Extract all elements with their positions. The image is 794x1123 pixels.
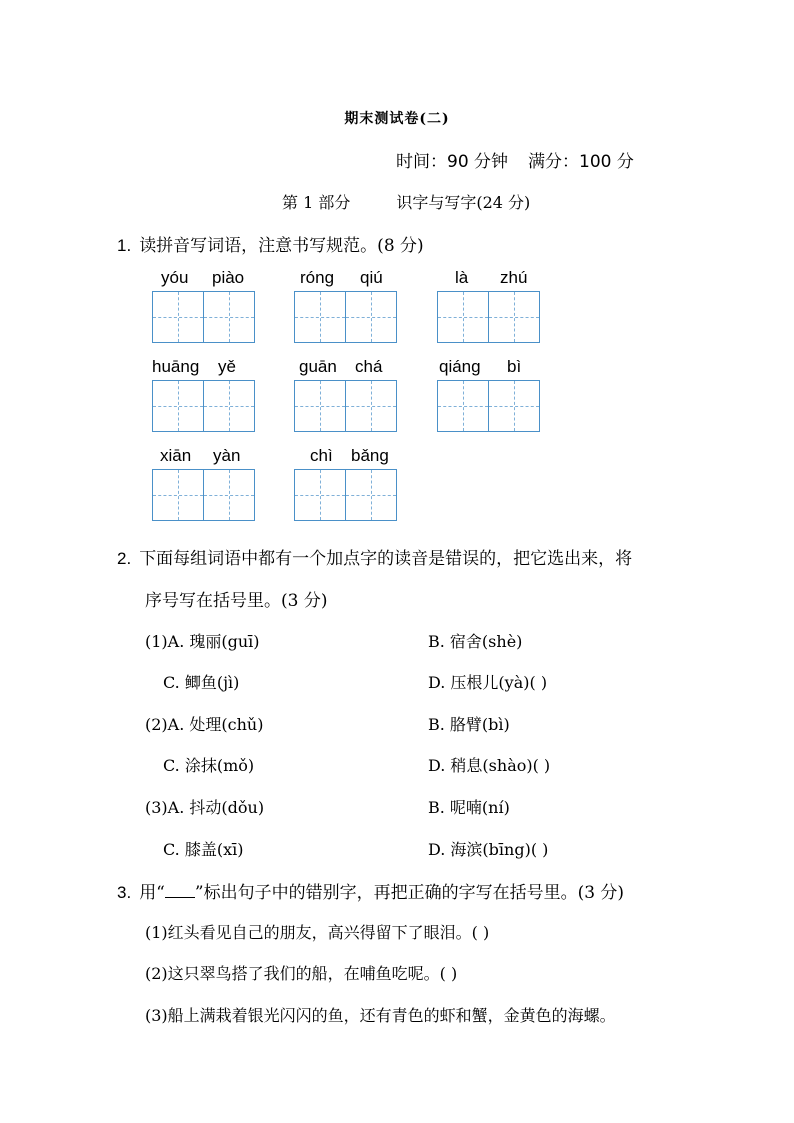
question-text-before: 用“ [139,883,165,903]
writing-cell[interactable] [345,291,397,343]
sentence-1[interactable]: (1)红头看见自己的朋友，高兴得留下了眼泪。( ) [145,923,490,942]
pinyin-syllable: bì [507,357,522,376]
pinyin-syllable: róng [300,268,335,287]
question-text-after: ”标出句子中的错别字，再把正确的字写在括号里。(3 分) [194,883,625,903]
sentence-2[interactable]: (2)这只翠鸟搭了我们的船，在哺鱼吃呢。( ) [145,964,458,983]
writing-cell[interactable] [345,380,397,432]
writing-grid[interactable] [437,291,541,343]
writing-cell[interactable] [437,291,489,343]
option-left: C. 鲫鱼(jì) [163,673,240,692]
question-text: 读拼音写词语，注意书写规范。(8 分) [139,236,424,256]
writing-cell[interactable] [345,469,397,521]
pinyin-syllable: chì [310,446,333,465]
full-score: 满分：100 分 [528,152,634,172]
question-number: 2. [117,549,132,568]
writing-grid[interactable] [294,291,398,343]
pinyin-syllable: là [455,268,469,287]
pinyin-syllable: qiú [360,268,383,287]
option-left: (2)A. 处理(chǔ) [145,715,264,734]
pinyin-syllable: chá [355,357,383,376]
question-1 [117,231,424,256]
question-text-cont: 序号写在括号里。(3 分) [145,591,328,611]
option-left: (1)A. 瑰丽(guī) [145,632,260,651]
question-3 [117,878,624,903]
option-right[interactable]: D. 压根儿(yà)( ) [428,673,548,692]
exam-title: 期末测试卷(二) [344,111,450,127]
option-left: C. 膝盖(xī) [163,840,244,859]
pinyin-syllable: yě [218,357,236,376]
pinyin-syllable: yàn [213,446,241,465]
writing-cell[interactable] [488,380,540,432]
writing-cell[interactable] [437,380,489,432]
question-2 [117,544,632,569]
writing-cell[interactable] [294,469,346,521]
pinyin-syllable: yóu [161,268,189,287]
writing-grid[interactable] [294,380,398,432]
time-limit: 时间：90 分钟 [396,152,509,172]
option-right[interactable]: D. 稍息(shào)( ) [428,756,551,775]
writing-cell[interactable] [152,291,204,343]
pinyin-syllable: piào [212,268,245,287]
writing-cell[interactable] [294,291,346,343]
part-label: 第 1 部分 [282,193,351,212]
option-right: B. 宿舍(shè) [428,632,523,651]
part-name: 识字与写字(24 分) [396,193,531,212]
part-heading [282,190,530,213]
pinyin-syllable: zhú [500,268,528,287]
question-number: 3. [117,883,132,902]
writing-cell[interactable] [294,380,346,432]
option-right: B. 胳臂(bì) [428,715,510,734]
option-left: (3)A. 抖动(dǒu) [145,798,265,817]
question-number: 1. [117,236,132,255]
writing-grid[interactable] [437,380,541,432]
writing-grid[interactable] [294,469,398,521]
writing-grid[interactable] [152,380,256,432]
writing-cell[interactable] [152,469,204,521]
writing-grid[interactable] [152,469,256,521]
pinyin-syllable: guān [299,357,337,376]
pinyin-syllable: bǎng [351,446,389,465]
question-text: 下面每组词语中都有一个加点字的读音是错误的，把它选出来，将 [139,549,633,569]
option-right: B. 呢喃(ní) [428,798,510,817]
writing-grid[interactable] [152,291,256,343]
option-left: C. 涂抹(mǒ) [163,756,255,775]
writing-cell[interactable] [203,469,255,521]
pinyin-syllable: huāng [152,357,200,376]
exam-meta [396,147,654,172]
writing-cell[interactable] [152,380,204,432]
writing-cell[interactable] [203,380,255,432]
writing-cell[interactable] [488,291,540,343]
pinyin-syllable: qiáng [439,357,481,376]
sentence-3: (3)船上满栽着银光闪闪的鱼，还有青色的虾和蟹，金黄色的海螺。 [145,1006,616,1025]
writing-cell[interactable] [203,291,255,343]
pinyin-syllable: xiān [160,446,192,465]
option-right[interactable]: D. 海滨(bīng)( ) [428,840,549,859]
underline-blank [165,883,195,898]
